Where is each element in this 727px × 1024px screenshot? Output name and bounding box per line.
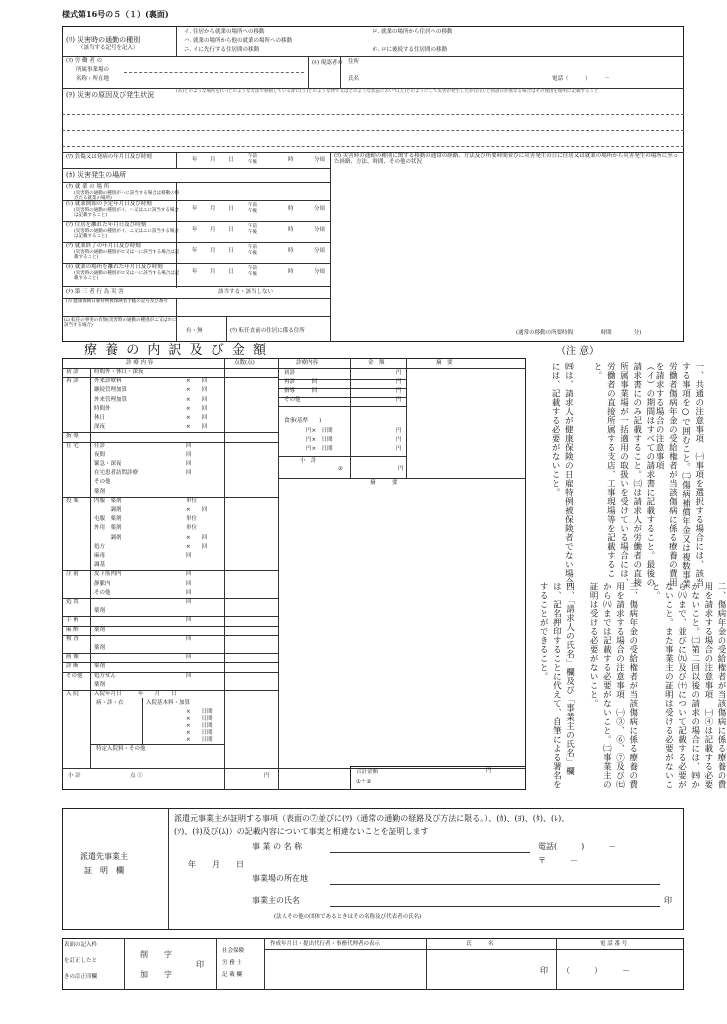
footer-col-name: 氏 名 — [466, 941, 494, 947]
treatment-unit: 回 — [186, 654, 192, 661]
treatment-item: 継続管理加算 — [94, 387, 128, 394]
treatment-category: 処 置 — [66, 599, 79, 605]
inpatient-day-row: × 日間 — [186, 737, 213, 743]
treatment-unit: × 回 — [186, 424, 208, 431]
workplace-label: (ﾀ) 就 業 の 場 所 — [66, 184, 110, 190]
treatment-unit: 回 — [186, 470, 192, 477]
col-content2: 診療内容 — [296, 360, 319, 366]
delete-chars: 削 字 — [140, 950, 172, 959]
cert-biz-name-label: 事 業 の 名 称 — [252, 842, 303, 851]
col-summary: 摘 要 — [436, 360, 453, 366]
cause-note: (あ)どのような場所を(い)どのような方法で移動している際に(う)どのような物で又はどのような状況において(え)どのようにして災害が発生したか(お)①と初診日が異なる場合はその理由を簡明に記載すること — [176, 89, 599, 94]
treatment-item: 処方 — [94, 543, 106, 550]
time-row-0-hour: 時 — [288, 206, 294, 212]
total-yen: 円 — [486, 768, 492, 774]
right-row-item: 再診 回 — [284, 379, 318, 385]
cert-date: 年 月 日 — [188, 860, 244, 869]
meal-row-yen: 円 — [396, 446, 402, 452]
cert-side-label-2: 証 明 欄 — [84, 866, 124, 875]
treatment-item: その他 — [94, 479, 111, 486]
treatment-item: 往診 — [94, 442, 106, 449]
transfer-right-label: (ｳ) 転任直前の住居に係る住所 — [230, 328, 305, 334]
right-row-unit: 円 — [396, 379, 402, 385]
meal-row: 円× 日間 — [306, 428, 333, 434]
checker-label: (ﾙ) 現認者の — [312, 60, 343, 66]
time-row-2-month: 月 — [210, 248, 216, 254]
treatment-item: 処方せん — [94, 672, 117, 679]
meal-row-yen: 円 — [396, 428, 402, 434]
correction-3: きの訂正印欄 — [64, 974, 98, 980]
treatment-item: 麻毒 — [94, 553, 106, 559]
inpatient-day-row: × 日間 — [186, 709, 213, 715]
treatment-unit: 回 — [186, 553, 192, 559]
time-row-2-ampm1: 午前 — [248, 245, 257, 250]
treatment-item: 外用 薬剤 — [94, 525, 122, 532]
right-row-unit: 円 — [396, 397, 402, 403]
right-row-item: 初診 — [284, 370, 296, 376]
subtotal-label: 小 計 — [68, 773, 81, 779]
treatment-item: 静脈内 — [94, 580, 111, 587]
workplace-note: (災害時の通勤の種別がハに該当する場合は移動の終点たる就業の場所) — [74, 191, 180, 202]
meal-row: 円× 日間 — [306, 437, 333, 443]
treatment-item: 調剤 — [94, 534, 122, 541]
treatment-item: 在宅患者訪問診療 — [94, 470, 139, 477]
treatment-category: 手 術 — [66, 617, 79, 624]
checker-phone: 電話（ ） － — [552, 76, 610, 82]
total-formula: ①＋② — [356, 779, 372, 785]
treatment-item: 調剤 — [94, 507, 122, 513]
right-row-item: 指導 回 — [284, 388, 318, 394]
note-col-4: 二、傷病年金の受給権者が当該傷病に係る療養の費用を請求する場合の注意事項 ㈠④は記載する必要がないこと。㈡第二回以後の請求の場合には、㈣から㈧まで、並びに㈨及び㈩について記載する必要がないこと。また事業主の証明は受ける必要がないこと。 — [650, 582, 727, 789]
treatment-unit: 回 — [186, 442, 192, 449]
commute-opt-ro: ロ. 就業の場所から住居への移動 — [372, 29, 453, 35]
inpatient-day-row: × 日間 — [186, 723, 213, 729]
footer-col-date: 作成年月日・提出代行者・事務代理者の表示 — [270, 941, 381, 947]
time-row-2-minute: 分頃 — [314, 248, 326, 254]
time-row-3-minute: 分頃 — [314, 269, 326, 275]
time-row-0-day: 日 — [228, 206, 234, 212]
correction-seal: 印 — [196, 960, 204, 969]
meal-row: 円× 日間 — [306, 446, 333, 452]
treatment-item: 時間外・休日・深夜 — [94, 369, 144, 375]
col-content: 診 療 内 容 — [126, 360, 154, 366]
checker-address-label: 住所 — [348, 59, 360, 65]
treatment-unit: 回 — [186, 635, 192, 642]
injury-date-label: (ﾜ) 負傷又は発病の年月日及び時刻 — [66, 154, 152, 160]
treatment-item: 屯服 薬剤 — [94, 516, 122, 523]
subtotal-points: 点 ① — [130, 773, 143, 779]
treatment-item: 内服 薬剤 — [94, 497, 122, 504]
treatment-unit: × 回 — [186, 543, 208, 550]
inpatient-day-row: × 日間 — [186, 716, 213, 722]
correction-1: 表面の記入枠 — [64, 942, 98, 948]
time-row-0-month: 月 — [210, 206, 216, 212]
treatment-unit: × 回 — [186, 534, 208, 541]
treatment-category: 指 導 — [66, 433, 79, 440]
commute-opt-i: イ. 住居から就業の場所への移動 — [184, 29, 265, 35]
checker-name-label: 氏名 — [348, 76, 360, 82]
time-row-3-month: 月 — [210, 269, 216, 275]
upper-form-frame — [62, 26, 684, 342]
cert-postal: 〒 － — [538, 856, 578, 865]
treatment-unit: 回 — [186, 580, 192, 587]
treatment-category: 診 断 — [66, 663, 79, 670]
transfer-label: (ﾑ) 転任の事実の有無(災害時の通勤の種別がニ又はホに該当する場合) — [64, 318, 177, 329]
leave-work-note: (災害時の通勤の種別がロ又はハに該当する場合は記載すること) — [74, 271, 180, 282]
time-row-1-year: 年 — [192, 227, 198, 233]
footer-phone-value[interactable]: （ ） － — [562, 966, 630, 975]
time-row-3-day: 日 — [228, 269, 234, 275]
treatment-item: 薬剤 — [94, 626, 106, 633]
commute-type-sublabel: （該当する記号を記入） — [78, 45, 139, 51]
treatment-item: 皮下筋肉内 — [94, 571, 122, 578]
time-row-2-day: 日 — [228, 248, 234, 254]
treatment-title: 療 養 の 内 訳 及 び 金 額 — [84, 343, 269, 358]
treatment-category: その他 — [66, 672, 83, 679]
inpatient-sub: 病・診・衣 — [96, 700, 124, 706]
col-points: 点数(点) — [234, 360, 255, 366]
time-row-1-month: 月 — [210, 227, 216, 233]
time-row-0-ampm1: 午前 — [248, 203, 257, 208]
time-row-3-hour: 時 — [288, 269, 294, 275]
leave-home-label: (ｿ) 住居を離れた年月日及び時刻 — [66, 222, 147, 228]
treatment-category: 初 診 — [66, 369, 79, 375]
treatment-unit: 回 — [186, 451, 192, 458]
treatment-category: 注 射 — [66, 571, 79, 578]
cert-text-2: (ｿ)、(ﾈ)及び(ﾑ)）の記載内容について事実と相違ないことを証明します — [174, 827, 429, 836]
injury-hour: 時 — [288, 157, 294, 163]
place-label: (ｶ) 災害発生の場所 — [66, 171, 127, 179]
time-row-1-minute: 分頃 — [314, 227, 326, 233]
treatment-item: 薬剤 — [94, 681, 106, 688]
right-subtotal-mark: ② — [338, 466, 343, 472]
treatment-item: 休日 — [94, 415, 106, 421]
treatment-unit: 回 — [186, 571, 192, 578]
form-number: 様式第16号の５（１）(裏面) — [62, 9, 169, 19]
treatment-category: 投 薬 — [66, 497, 79, 504]
treatment-unit: × 回 — [186, 387, 208, 394]
footer-col-phone: 電 話 番 号 — [600, 941, 628, 947]
time-row-2-year: 年 — [192, 248, 198, 254]
treatment-item: その他 — [94, 589, 111, 596]
sr-label-1: 社会保険 — [222, 948, 245, 954]
time-row-3-ampm2: 午後 — [248, 272, 257, 277]
meal-row-yen: 円 — [396, 437, 402, 443]
special-inpatient: 特定入院料・その他 — [96, 746, 146, 752]
injury-year: 年 — [192, 157, 198, 163]
treatment-item: 薬剤 — [94, 663, 106, 670]
treatment-unit: 回 — [186, 672, 192, 679]
cert-phone: 電話( ) － — [538, 842, 617, 851]
note-col-1: 一、共通の注意事項 ㈠事項を選択する場合には、該当する事項を○で囲むこと。㈡傷病補償年金又は複数事業労働者傷病年金の受給権者が当該傷病に係る療養の費用を請求する場合の注意事項 — [654, 362, 704, 589]
cert-address-label: 事業場の所在地 — [252, 874, 308, 883]
cert-corp-note: (法人その他の団体であるときはその名称及び代表者の氏名) — [274, 914, 422, 920]
treatment-item: 薬剤 — [94, 608, 106, 615]
treatment-unit: × 回 — [186, 396, 208, 403]
treatment-category: 入 院 — [66, 691, 79, 697]
footer-seal: 印 — [540, 966, 548, 975]
col-amount: 金 額 — [368, 360, 385, 366]
injury-ampm-2: 午後 — [248, 160, 257, 165]
injury-minute: 分頃 — [314, 157, 326, 163]
note-col-5: 三、傷病年金の受給権者が当該傷病に係る療養の費用を請求する場合の注意事項 ㈠③、⑥、⑦及び㈦から㈧までは記載する必要がないこと。㈡事業主の証明は受ける必要がないこと。 — [588, 582, 638, 789]
time-row-0-minute: 分頃 — [314, 206, 326, 212]
start-time-label: (ﾚ) 就業開始の予定年月日及び時刻 — [66, 201, 152, 207]
route-footer: (通常の移動の所要時間 時間 分) — [516, 330, 642, 336]
treatment-item: 夜間 — [94, 451, 106, 458]
right-row-unit: 円 — [396, 388, 402, 394]
injury-month: 月 — [210, 157, 216, 163]
insurance-label: (ﾗ) 健康保険日雇特例被保険者手帳の記号及び番号 — [66, 299, 168, 304]
time-row-1-day: 日 — [228, 227, 234, 233]
sr-label-3: 記 載 欄 — [222, 972, 242, 978]
note-col-3: ㈣は、請求人が健康保険の日雇特例被保険者でない場合には、記載する必要がないこと。 — [550, 362, 574, 587]
notes-title: （注 意） — [556, 346, 600, 357]
treatment-unit: × 回 — [186, 507, 208, 513]
treatment-unit: 単位 — [186, 497, 198, 504]
treatment-item: 時間外 — [94, 405, 111, 412]
cert-seal: 印 — [664, 896, 672, 905]
treatment-item: 薬剤 — [94, 645, 106, 651]
total-label: 合計金額 — [356, 769, 379, 775]
treatment-item: 入院年月日 年 月 日 — [94, 691, 177, 697]
time-row-2-ampm2: 午後 — [248, 251, 257, 256]
end-time-label: (ﾂ) 就業終了の年月日及び時刻 — [66, 243, 141, 249]
time-row-2-hour: 時 — [288, 248, 294, 254]
treatment-unit: 単位 — [186, 525, 198, 532]
meal-label: 食事(基準 ) — [284, 418, 322, 424]
right-row-unit: 円 — [396, 370, 402, 376]
affiliation-label-2: 所属事業場の — [76, 67, 110, 73]
injury-ampm-1: 午前 — [248, 154, 257, 159]
injury-day: 日 — [228, 157, 234, 163]
transfer-value[interactable]: 有・無 — [186, 328, 203, 334]
sr-label-2: 労 務 士 — [222, 960, 242, 966]
summary-label: 摘 要 — [370, 480, 398, 486]
time-row-1-ampm1: 午前 — [248, 224, 257, 229]
commute-type-label: (ﾘ) 災害時の通勤の種別 — [66, 36, 141, 44]
time-row-0-year: 年 — [192, 206, 198, 212]
treatment-unit: 回 — [186, 599, 192, 605]
time-row-1-ampm2: 午後 — [248, 230, 257, 235]
treatment-item: 緊急・深夜 — [94, 461, 122, 467]
treatment-category: 画 像 — [66, 654, 79, 661]
treatment-unit: 単位 — [186, 516, 198, 523]
affiliation-label-1: (ﾇ) 労 働 者 の — [66, 58, 103, 64]
add-chars: 加 字 — [140, 970, 172, 979]
third-party-value[interactable]: 該当する・該当しない — [218, 289, 274, 295]
route-note: (ﾖ) 災害時の通勤の種別に関する移動の通常の経路、方法及び所要時間並びに災害発生の日に住居又は就業の場所から災害発生の場所に至った経路、方法、時間、その他の状況 — [334, 153, 679, 166]
cause-label: (ｦ) 災害の原因及び発生状況 — [66, 91, 155, 99]
treatment-item: 薬剤 — [94, 488, 106, 495]
leave-work-label: (ﾈ) 就業の場所を離れた年月日及び時刻 — [66, 264, 163, 270]
treatment-item: 外来管理加算 — [94, 396, 128, 403]
right-row-item: その他 — [284, 397, 301, 403]
treatment-unit: 回 — [186, 617, 192, 624]
time-row-3-ampm1: 午前 — [248, 266, 257, 271]
time-row-1-hour: 時 — [288, 227, 294, 233]
treatment-item: 外来診療料 — [94, 378, 122, 385]
leave-home-note: (災害時の通勤の種別がイ、ニ又はニに該当する場合は記載すること) — [74, 229, 179, 240]
treatment-category: 検 査 — [66, 635, 79, 642]
affiliation-label-3: 名称・所在地 — [76, 76, 110, 82]
note-col-2: （イ）の期間はすべての請求書に記載すること。最後の請求書にのみ記載すること。㈢は請求人が労働者の直接所属事業場が一括適用の取扱いを受けている場合には、労働者の直接所属する支店、工事現場等を記載すること。 — [592, 362, 655, 587]
treatment-category: 在 宅 — [66, 442, 79, 449]
commute-opt-ni: ニ. イに先行する住居間の移動 — [184, 47, 259, 53]
subtotal-yen: 円 — [264, 773, 270, 779]
inpatient-day-row: × 日間 — [186, 730, 213, 736]
treatment-item: 深夜 — [94, 424, 106, 431]
treatment-unit: 回 — [186, 589, 192, 596]
treatment-unit: × 回 — [186, 415, 208, 421]
time-row-3-year: 年 — [192, 269, 198, 275]
third-party-label: (ﾅ) 第 三 者 行 為 災 害 — [66, 289, 124, 295]
note-col-6: 四、「請求人の氏名」欄及び「事業主の氏名」欄は、記名押印することに代えて、自筆による署名をすることができること。 — [538, 582, 575, 789]
end-time-note: (災害時の通勤の種別がロ又はハに該当する場合は記載すること) — [74, 250, 180, 261]
right-subtotal-yen: 円 — [398, 466, 404, 472]
time-row-0-ampm2: 午後 — [248, 209, 257, 214]
treatment-category: 麻 酔 — [66, 626, 79, 633]
correction-2: を訂正したと — [64, 958, 98, 964]
treatment-item: 調基 — [94, 562, 106, 569]
treatment-category: 再 診 — [66, 378, 79, 385]
inpatient-basic: 入院基本料・加算 — [146, 700, 191, 706]
commute-opt-ha: ハ. 就業の場所から他の就業の場所への移動 — [184, 38, 292, 44]
cert-side-label-1: 派遣先事業主 — [80, 852, 128, 861]
treatment-unit: × 回 — [186, 378, 208, 385]
cert-text-1: 派遣元事業主が証明する事項（表面の⑦並びに(ﾜ)（通常の通勤の経路及び方法に限る。）、(ｶ)、(ﾖ)、(ﾀ)、(ﾚ)、 — [174, 814, 570, 823]
start-time-note: (災害時の通勤の種別がイ、ハ又はニに該当する場合は記載すること) — [74, 208, 179, 219]
right-subtotal: 小 計 — [300, 458, 317, 464]
cert-owner-label: 事業主の氏名 — [252, 896, 300, 905]
treatment-unit: × 回 — [186, 405, 208, 412]
treatment-unit: 回 — [186, 461, 192, 467]
commute-opt-ho: ホ. ロに後続する住居間の移動 — [372, 47, 447, 53]
